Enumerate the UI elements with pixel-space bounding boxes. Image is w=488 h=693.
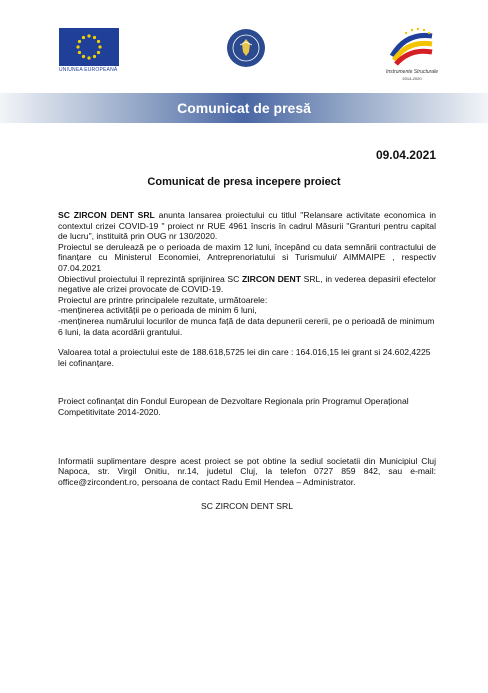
eu-star-icon bbox=[82, 36, 85, 39]
paragraph-result-1: -menținerea activității pe o perioada de minim 6 luni, bbox=[58, 305, 257, 316]
eu-caption: UNIUNEA EUROPEANĂ bbox=[59, 67, 118, 73]
paragraph-intro: SC ZIRCON DENT SRL anunta lansarea proiectului cu titlul "Relansare activitate economica in contextul crizei COVID-19 " proiect nr RUE 4961 înscris în cadrul Măsurii "Granturi pentru capital de lucru", instituită prin OUG nr 130/2020. bbox=[58, 210, 437, 242]
logo-bar bbox=[0, 26, 488, 88]
paragraph-result-2: -menținerea numărului locurilor de munca față de data depunerii cererii, pe o perioadă de minimum 6 luni, la data acordării grantului. bbox=[58, 315, 435, 337]
document-title: Comunicat de presa incepere proiect bbox=[147, 176, 341, 188]
company-name: SC ZIRCON DENT SRL bbox=[58, 210, 155, 220]
eu-star-icon bbox=[93, 55, 96, 58]
structural-instruments-years: 2014-2020 bbox=[402, 76, 422, 81]
eu-star-icon bbox=[78, 51, 81, 54]
paragraph-objective: Obiectivul proiectului îl reprezintă sprijinirea SC ZIRCON DENT SRL, in vederea depasirii efectelor negative ale crizei provocate de COVID-19. bbox=[58, 273, 436, 295]
eu-star-icon bbox=[78, 40, 81, 43]
paragraph-value: Valoarea total a proiectului este de 188.618,5725 lei din care : 164.016,15 lei grant si 24.602,4225 lei cofinanțare. bbox=[58, 347, 431, 368]
structural-instruments-logo-icon bbox=[388, 26, 436, 66]
paragraph-contact: Informatii suplimentare despre acest proiect se pot obtine la sediul societatii din Municipiul Cluj Napoca, str. Virgil Onitiu, nr.14, judetul Cluj, la telefon 0727 859 842, sau e-mail: office@zircondent.ro, persoana de contact Radu Emil Hendea – Administrator. bbox=[58, 455, 436, 487]
eu-star-icon bbox=[97, 51, 100, 54]
paragraph-results-heading: Proiectul are printre principalele rezultate, următoarele: bbox=[58, 294, 268, 305]
eu-flag-icon bbox=[59, 28, 119, 66]
paragraph-cofinancing: Proiect cofinanțat din Fondul European de Dezvoltare Regionala prin Programul Operațional Competitivitate 2014-2020. bbox=[58, 396, 409, 417]
structural-instruments-caption: Instrumente Structurale bbox=[386, 69, 438, 75]
signature: SC ZIRCON DENT SRL bbox=[201, 501, 293, 512]
eu-star-icon bbox=[93, 36, 96, 39]
eu-star-icon bbox=[76, 45, 79, 48]
paragraph-duration: Proiectul se derulează pe o perioada de maxim 12 luni, începând cu data semnării contractului de finanțare cu Ministerul Economiei, Antreprenoriatului si Turismului/ AIMMAIPE , respectiv 07.04.2021 bbox=[58, 241, 436, 273]
eu-star-icon bbox=[87, 56, 90, 59]
government-seal-icon bbox=[226, 28, 266, 68]
banner-title: Comunicat de presă bbox=[177, 100, 311, 116]
eu-star-icon bbox=[98, 45, 101, 48]
press-release-banner bbox=[0, 93, 488, 123]
eu-star-icon bbox=[87, 34, 90, 37]
document-body bbox=[58, 210, 436, 512]
release-date: 09.04.2021 bbox=[375, 148, 436, 162]
eu-star-icon bbox=[97, 40, 100, 43]
eu-star-icon bbox=[82, 55, 85, 58]
